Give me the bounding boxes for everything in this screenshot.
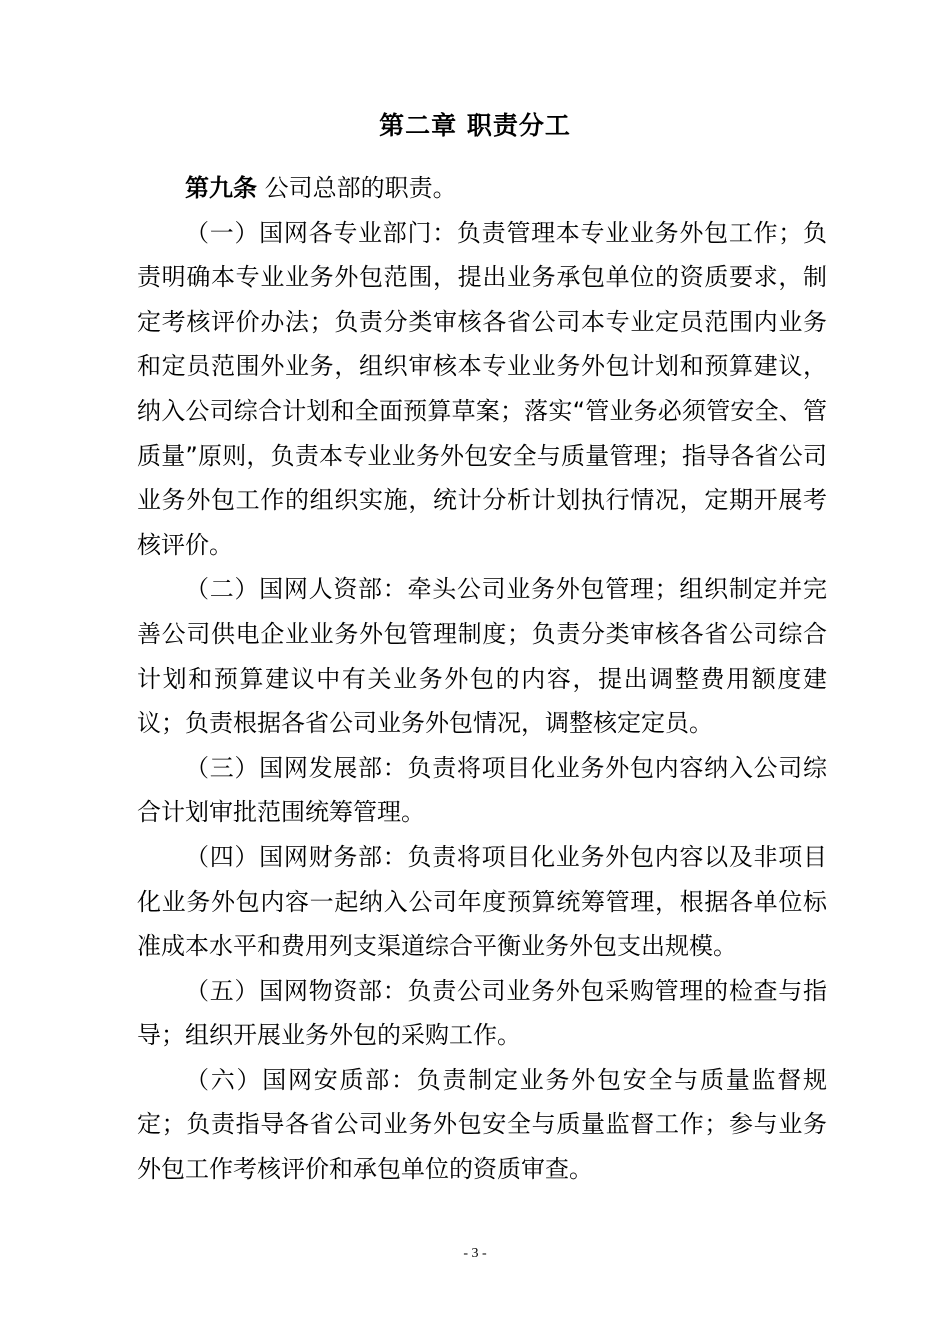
duty-paragraph-4: （四）国网财务部：负责将项目化业务外包内容以及非项目化业务外包内容一起纳入公司年度预算统筹管理，根据各单位标准成本水平和费用列支渠道综合平衡业务外包支出规模。 [137, 842, 827, 961]
chapter-title: 第二章 职责分工 [379, 111, 571, 140]
page-number: - 3 - [463, 1246, 487, 1261]
article-heading-text: 公司总部的职责。 [257, 174, 457, 202]
duty-paragraph-5: （五）国网物资部：负责公司业务外包采购管理的检查与指导；组织开展业务外包的采购工作。 [137, 976, 827, 1050]
document-body [137, 166, 827, 1192]
article-label: 第九条 [185, 174, 257, 202]
duty-paragraph-2: （二）国网人资部：牵头公司业务外包管理；组织制定并完善公司供电企业业务外包管理制度；负责分类审核各省公司综合计划和预算建议中有关业务外包的内容，提出调整费用额度建议；负责根据各省公司业务外包情况，调整核定定员。 [137, 575, 827, 738]
article-heading [137, 166, 827, 211]
duty-paragraph-3: （三）国网发展部：负责将项目化业务外包内容纳入公司综合计划审批范围统筹管理。 [137, 753, 827, 827]
duty-paragraph-1: （一）国网各专业部门：负责管理本专业业务外包工作；负责明确本专业业务外包范围，提出业务承包单位的资质要求，制定考核评价办法；负责分类审核各省公司本专业定员范围内业务和定员范围外业务，组织审核本专业业务外包计划和预算建议，纳入公司综合计划和全面预算草案；落实“管业务必须管安全、管质量”原则，负责本专业业务外包安全与质量管理；指导各省公司业务外包工作的组织实施，统计分析计划执行情况，定期开展考核评价。 [137, 218, 827, 559]
duty-paragraph-6: （六）国网安质部：负责制定业务外包安全与质量监督规定；负责指导各省公司业务外包安全与质量监督工作；参与业务外包工作考核评价和承包单位的资质审查。 [137, 1065, 827, 1184]
